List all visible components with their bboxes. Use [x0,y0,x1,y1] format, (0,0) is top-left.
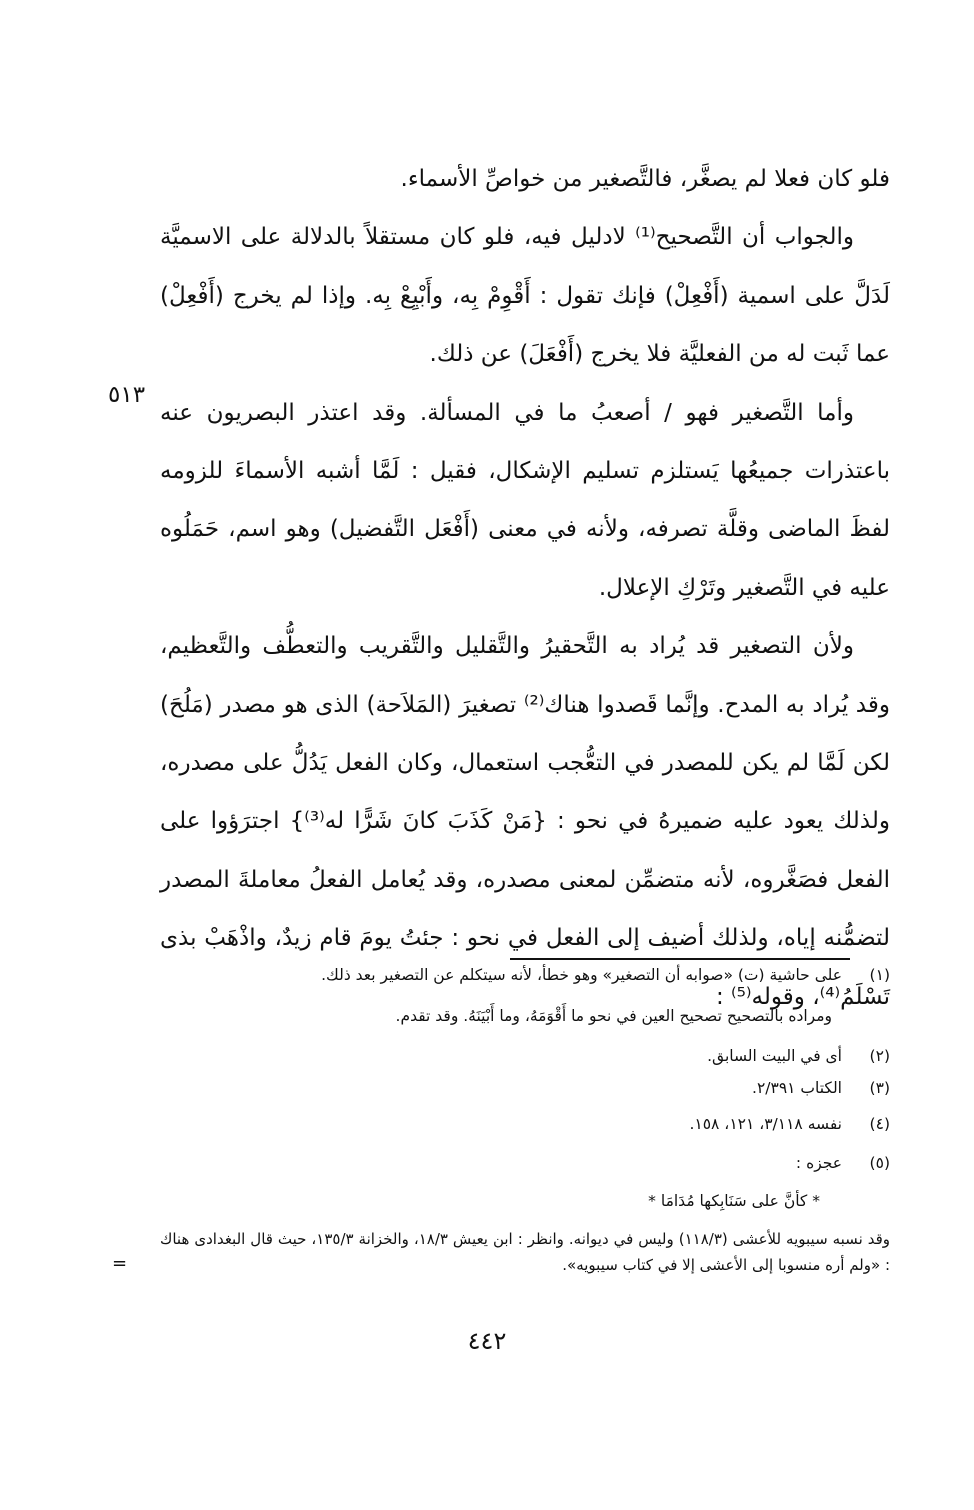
footnote-text: نفسه ٣/١١٨، ١٢١، ١٥٨. [689,1115,842,1133]
paragraph: وأما التَّصغير فهو / أصعبُ ما في المسألة. وقد اعتذر البصريون عنه باعتذرات جميعُها يَستلزم تسليم الإشكال، فقيل : لَمَّا أشبه الأسماءَ للزومه لفظَ الماضى وقلَّة تصرفه، ولأنه في معنى (أَفْعَل التَّفضيل) وهو اسم، حَمَلُوه عليه في التَّصغير وتَرْكِ الإعلال. [160,399,890,601]
footnote-text: عجزه : [795,1154,842,1172]
footnote-number: (٢) [869,1047,890,1065]
footnote-number: (١) [869,966,890,984]
page-number: ٤٤٢ [467,1327,507,1355]
footnote-1 [160,960,890,991]
continuation-mark: = [112,1253,128,1274]
footnote-number: (٥) [869,1154,890,1172]
footnote-5-verse: * كأنَّ على سَنَابِكها مُدَامَا * [648,1192,820,1210]
footnote-text: الكتاب ٢/٣٩١. [752,1079,842,1097]
footnote-5-paragraph: وقد نسبه سيبويه للأعشى (١١٨/٣) وليس في ديوانه. وانظر : ابن يعيش ١٨/٣، والخزانة ١٣٥/٣، حيث قال البغدادى هناك : «ولم أره منسوبا إلى الأعشى إلا في كتاب سيبويه». [160,1230,891,1274]
paragraph: والجواب أن التَّصحيح⁽¹⁾ لادليل فيه، فلو كان مستقلاً بالدلالة على الاسميَّة لَدَلَّ على اسمية (أَفْعِلْ) فإنك تقول : أَقْوِمْ بِه، وأَبْيِعْ بِه. وإذا لم يخرج (أَفْعِلْ) عما ثَبت له من الفعليَّة فلا يخرج (أَفْعَلَ) عن ذلك. [160,224,890,368]
footnote-1-continuation: ومراده بالتصحيح تصحيح العين في نحو ما أَقْوَمَهُ، وما أَبْيَنَهُ. وقد تقدم. [395,1007,832,1025]
main-text [160,150,890,1026]
footnote-number: (٣) [869,1079,890,1097]
footnote-3 [160,1073,890,1104]
margin-page-reference: ٥١٣ [108,382,146,408]
footnote-2 [160,1041,890,1072]
paragraph: فلو كان فعلا لم يصغَّر، فالتَّصغير من خواصِّ الأسماء. [400,166,890,192]
footnote-number: (٤) [869,1115,890,1133]
footnote-4 [160,1109,890,1140]
footnote-5 [160,1148,890,1179]
paragraph: ولأن التصغير قد يُراد به التَّحقيرُ والتَّقليل والتَّقريب والتعطُّف والتَّعظيم، وقد يُراد به المدح. وإنَّما قَصدوا هناك⁽²⁾ تصغيرَ (المَلاَحة) الذى هو مصدر (مَلُحَ) لكن لَمَّا لم يكن للمصدر في التعُّجب استعمال، وكان الفعل يَدُلُّ على مصدره، ولذلك يعود عليه ضميرهُ في نحو : {مَنْ كَذَبَ كانَ شَرًّا له⁽³⁾} اجترَؤوا على الفعل فصَغَّروه، لأنه متضمِّن لمعنى مصدره، وقد يُعامل الفعلُ معاملةَ المصدر لتضمُّنه إياه، ولذلك أضيف إلى الفعل في نحو : جئتُ يومَ قام زيدٌ، واذْهَبْ بذى تَسْلَمُ⁽⁴⁾، وقوله⁽⁵⁾ : [160,633,890,1010]
footnote-text: أى في البيت السابق. [707,1047,842,1065]
footnote-text: على حاشية (ت) «صوابه أن التصغير» وهو خطأ، لأنه سيتكلم عن التصغير بعد ذلك. [321,966,842,984]
